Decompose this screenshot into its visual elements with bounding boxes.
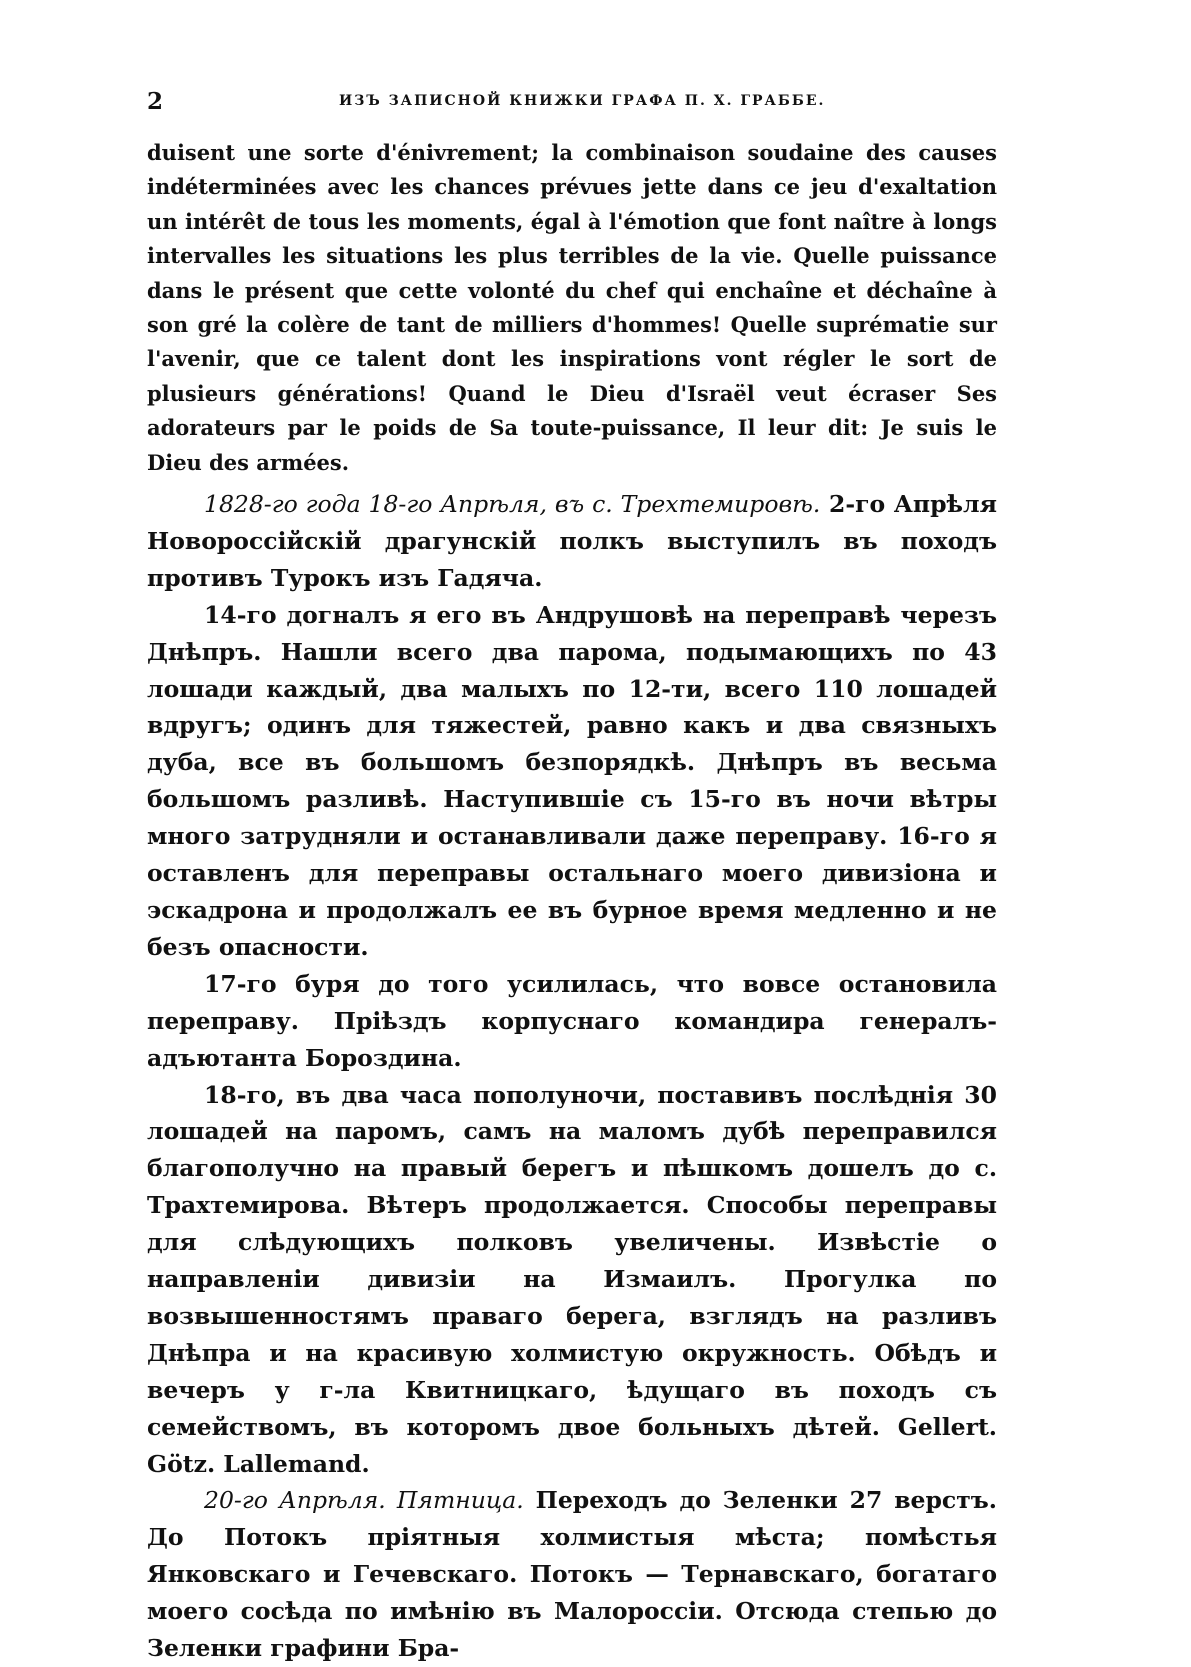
diary-entry-3: 17-го буря до того усилилась, что вовсе остановила переправу. Пріѣздъ корпуснаго командира генералъ-адъютанта Бороздина.: [147, 969, 997, 1072]
french-paragraph: duisent une sorte d'énivrement; la combinaison soudaine des causes indéterminées avec les chances prévues jette dans ce jeu d'exaltation un intérêt de tous les moments, égal à l'émotion que font naître à longs intervalles les situations les plus terribles de la vie. Quelle puissance dans le présent que cette volonté du chef qui enchaîne et déchaîne à son gré la colère de tant de milliers d'hommes! Quelle suprématie sur l'avenir, que ce talent dont les inspirations vont régler le sort de plusieurs générations! Quand le Dieu d'Israël veut écraser Ses adorateurs par le poids de Sa toute-puissance, Il leur dit: Je suis le Dieu des armées.: [147, 140, 997, 475]
french-text-block: [147, 136, 997, 480]
entry-date: 20-го Апрѣля. Пятница.: [204, 1486, 524, 1515]
entry-text: 2-го Апрѣля Новороссійскій драгунскій полкъ выступилъ въ походъ противъ Турокъ изъ Гадяча.: [147, 490, 997, 592]
entry-text: Переходъ до Зеленки 27 верстъ. До Потокъ пріятныя холмистыя мѣста; помѣстья Янковскаго и Гечевскаго. Потокъ — Тернавскаго, богатаго моего сосѣда по имѣнію въ Малороссіи. Отсюда степью до Зеленки графини Бра-: [147, 1486, 997, 1663]
entry-date: 1828-го года 18-го Апрѣля, въ с. Трехтемировѣ.: [204, 490, 821, 518]
running-title: ИЗЪ ЗАПИСНОЙ КНИЖКИ ГРАФА П. Х. ГРАББЕ.: [339, 93, 826, 109]
diary-entry-2: 14-го догналъ я его въ Андрушовѣ на переправѣ черезъ Днѣпръ. Нашли всего два парома, подымающихъ по 43 лошади каждый, два малыхъ по 12-ти, всего 110 лошадей вдругъ; одинъ для тяжестей, равно какъ и два связныхъ дуба, все въ большомъ безпорядкѣ. Днѣпръ въ весьма большомъ разливѣ. Наступившіе съ 15-го въ ночи вѣтры много затрудняли и останавливали даже переправу. 16-го я оставленъ для переправы остальнаго моего дивизіона и эскадрона и продолжалъ ее въ бурное время медленно и не безъ опасности.: [147, 600, 997, 961]
running-head: [147, 88, 997, 118]
diary-entry-1: [147, 486, 997, 597]
diary-entries: [147, 486, 997, 1667]
page-number: 2: [147, 88, 164, 115]
diary-entry-5: [147, 1482, 997, 1667]
diary-entry-4: 18-го, въ два часа пополуночи, поставивъ послѣднія 30 лошадей на паромъ, самъ на маломъ дубѣ переправился благополучно на правый берегъ и пѣшкомъ дошелъ до с. Трахтемирова. Вѣтеръ продолжается. Способы переправы для слѣдующихъ полковъ увеличены. Извѣстіе о направленіи дивизіи на Измаилъ. Прогулка по возвышенностямъ праваго берега, взглядъ на разливъ Днѣпра и на красивую холмистую окружность. Обѣдъ и вечеръ у г-ла Квитницкаго, ѣдущаго въ походъ съ семействомъ, въ которомъ двое больныхъ дѣтей. Gellert. Götz. Lallemand.: [147, 1080, 997, 1478]
